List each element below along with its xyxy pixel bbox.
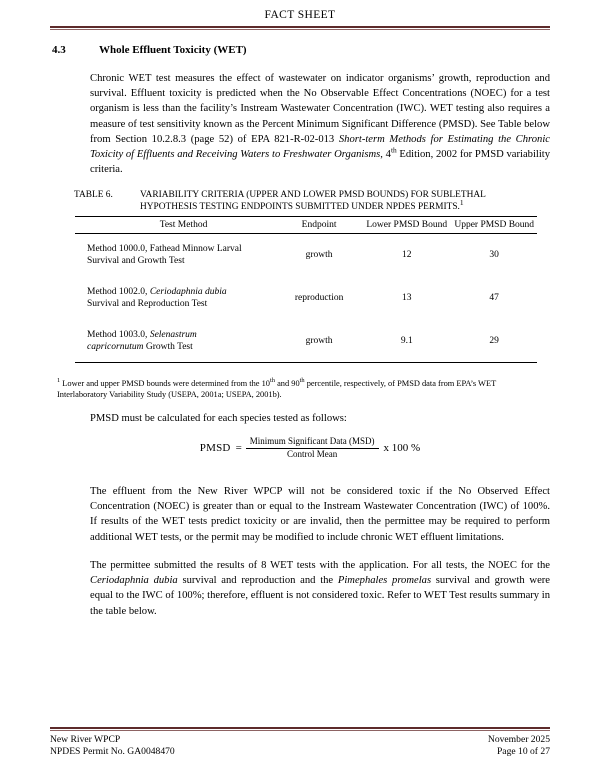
footer-right-block (488, 734, 550, 759)
column-header-endpoint: Endpoint (276, 217, 362, 234)
cell-test-method (75, 272, 276, 318)
table-caption (74, 189, 552, 214)
permittee-text-part2: survival and reproduction and the (177, 575, 338, 587)
footnote-ordinal-2: th (299, 377, 305, 385)
method-line-1-pre: Method 1002.0, (87, 286, 150, 297)
footer-facility-name: New River WPCP (50, 734, 121, 745)
method-line-1 (87, 286, 274, 298)
formula-left-side: PMSD (199, 442, 231, 454)
method-line-2-post: Survival and Reproduction Test (87, 299, 208, 309)
method-line-1-italic: Ceriodaphnia dubia (149, 286, 227, 297)
cell-lower-bound: 13 (402, 292, 412, 303)
method-line-1-pre: Method 1003.0, (87, 329, 150, 340)
intro-text-part2a: , 4 (380, 149, 391, 161)
pmsd-formula (0, 436, 600, 460)
footer-left-block (50, 734, 175, 759)
table-caption-line-2-text: HYPOTHESIS TESTING ENDPOINTS SUBMITTED UNDER NPDES PERMITS. (140, 202, 460, 213)
formula-denominator: Control Mean (246, 448, 379, 461)
column-header-upper-pmsd-bound: Upper PMSD Bound (451, 217, 537, 234)
intro-text-part1: Chronic WET test measures the effect of wastewater on indicator organisms’ growth, reproduction and survival. Effluent toxicity is predicted when the No Observable Effect Concentrations (NOEC) for a test organism is less than the facility’s Instream Wastewater Concentration (IWC). WET testing also requires a measure of test sensitivity known as the Percent Minimum Significant Difference (PMSD). See Table below from Section 10.2.8.3 (page 52) of EPA 821-R-02-013 (90, 73, 550, 145)
footnote-text-mid: and 90 (274, 379, 300, 388)
table-caption-line-1: VARIABILITY CRITERIA (UPPER AND LOWER PMSD BOUNDS) FOR SUBLETHAL (140, 190, 486, 200)
footnote-ordinal-1: th (270, 377, 275, 385)
page-footer (50, 727, 550, 759)
footer-page-number: Page 10 of 27 (496, 746, 550, 758)
paragraph-effluent: The effluent from the New River WPCP will not be considered toxic if the No Observed Effect Concentration (NOEC) is greater than or equal to the Instream Wastewater Concentration (IWC) of 100%. If results of the WET tests predict toxicity or are invalid, then the permittee may be required to perform additional WET tests, or the permit may be modified to include chronic WET effluent limitations. (90, 486, 550, 543)
method-line-1-italic: Selenastrum (149, 329, 197, 340)
formula-numerator: Minimum Significant Data (MSD) (249, 436, 375, 446)
formula-right-side: x 100 % (383, 442, 421, 454)
method-line-2-post: Growth Test (143, 342, 193, 352)
footnote-text-pre: Lower and upper PMSD bounds were determined from the 10 (60, 379, 270, 388)
header-title: FACT SHEET (264, 9, 336, 21)
table-row (75, 272, 537, 318)
section-number: 4.3 (52, 44, 66, 56)
table-row (75, 234, 537, 273)
footnote-marker: 1 (57, 377, 61, 385)
table-row (75, 318, 537, 363)
cell-upper-bound: 29 (451, 318, 537, 363)
intro-title-italic: Short-term Methods for Estimating the Chronic Toxicity of Effluents and Receiving Waters to Freshwater Organisms (90, 133, 550, 161)
column-header-test-method: Test Method (75, 217, 276, 234)
cell-endpoint: reproduction (294, 292, 344, 303)
table-label: TABLE 6. (74, 190, 113, 200)
pmsd-table-container (75, 216, 537, 363)
footer-date: November 2025 (487, 734, 550, 745)
paragraph-intro (90, 71, 550, 177)
formula-fraction (246, 436, 379, 460)
cell-upper-bound: 30 (489, 249, 499, 260)
method-line-1-pre: Method 1000.0, Fathead Minnow Larval (87, 243, 242, 254)
pmsd-variability-table (75, 216, 537, 363)
intro-ordinal-superscript: th (390, 145, 397, 155)
cell-upper-bound: 47 (489, 292, 499, 303)
page-header (50, 8, 550, 30)
cell-endpoint: growth (276, 318, 362, 363)
cell-test-method (75, 234, 276, 273)
permittee-text-part3: survival and growth were equal to the IWC of 100%; therefore, effluent is not considered toxic. Refer to WET Test results summary in the table below. (90, 575, 550, 617)
paragraph-pmsd-lead: PMSD must be calculated for each species tested as follows: (90, 413, 347, 424)
cell-test-method (75, 318, 276, 363)
method-line-2-post: Survival and Growth Test (87, 256, 185, 266)
method-line-1 (87, 329, 274, 341)
table-caption-line-2 (140, 198, 552, 213)
cell-lower-bound: 9.1 (362, 318, 451, 363)
cell-endpoint: growth (305, 249, 333, 260)
paragraph-permittee (90, 558, 550, 619)
method-line-2 (87, 341, 274, 353)
method-line-2 (87, 255, 274, 267)
section-title: Whole Effluent Toxicity (WET) (99, 44, 247, 56)
intro-text-part2b: Edition, 2002 for PMSD variability criteria. (90, 149, 551, 176)
cell-lower-bound: 12 (402, 249, 412, 260)
column-header-lower-pmsd-bound: Lower PMSD Bound (362, 217, 451, 234)
table-footnote (57, 378, 544, 400)
footnote-text-post: percentile, respectively, of PMSD data from EPA’s WET Interlaboratory Variability Study (USEPA, 2001a; USEPA, 2001b). (57, 379, 497, 400)
table-caption-footnote-marker: 1 (459, 198, 464, 208)
footer-permit-number: NPDES Permit No. GA0048470 (50, 746, 175, 758)
permittee-species-1: Ceriodaphnia dubia (90, 575, 178, 587)
method-line-2-italic: capricornutum (87, 342, 144, 352)
table-header-row (75, 217, 537, 234)
permittee-text-part1: The permittee submitted the results of 8 WET tests with the application. For all tests, the NOEC for the (90, 560, 550, 571)
permittee-species-2: Pimephales promelas (337, 575, 432, 587)
method-line-1 (87, 243, 274, 255)
header-rule (50, 26, 550, 30)
footer-rule (50, 727, 550, 731)
method-line-2 (87, 298, 274, 310)
formula-equals-sign: = (235, 442, 242, 454)
section-heading (52, 44, 552, 56)
